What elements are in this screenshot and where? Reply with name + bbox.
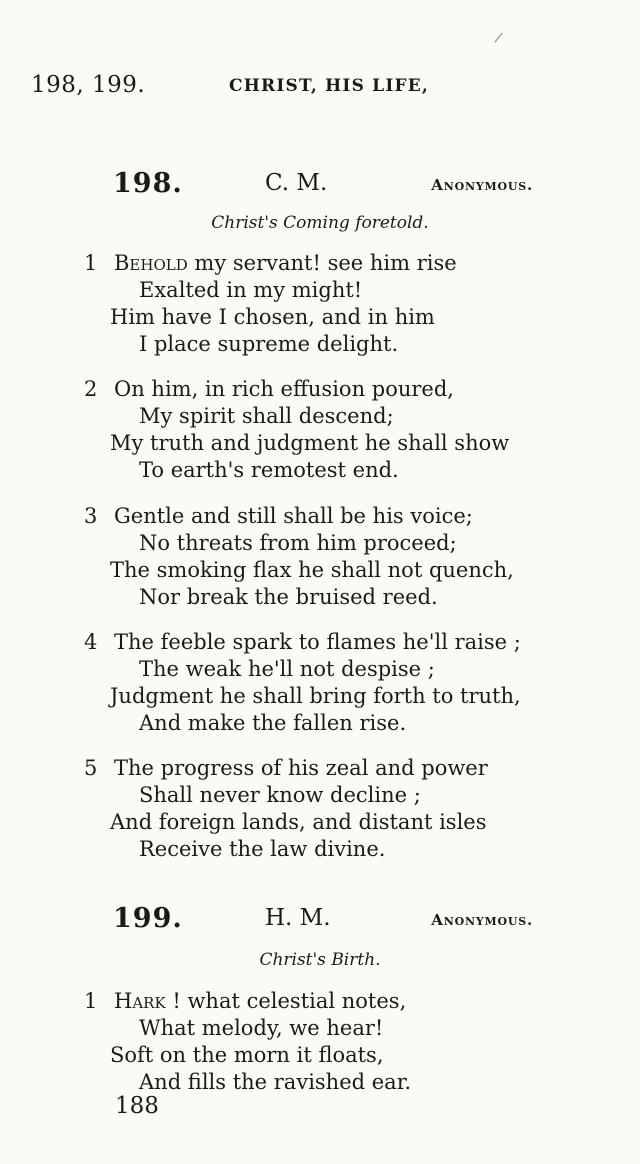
stanza-line: What melody, we hear! [139,1016,384,1040]
running-head-numbers: 198, 199. [31,72,146,98]
hymn-198-stanza-3 [84,503,554,611]
running-head-title: CHRIST, HIS LIFE, [229,76,430,96]
stanza-line: No threats from him proceed; [139,531,457,555]
stanza-line: To earth's remotest end. [139,458,399,482]
hymn-199-subtitle: Christ's Birth. [259,950,381,970]
stanza-line: On him, in rich effusion poured, [114,377,454,401]
running-head [31,72,610,100]
stanza-line: Exalted in my might! [139,278,363,302]
stanza-number: 1 [84,251,98,275]
stanza-line: I place supreme delight. [139,332,399,356]
stanza-line: Shall never know decline ; [139,783,421,807]
stanza-line: And make the fallen rise. [139,711,407,735]
hymn-meter: C. M. [265,170,328,196]
stanza-line: Gentle and still shall be his voice; [114,504,473,528]
hymn-199-header [113,903,533,935]
hymn-198-stanza-4 [84,629,554,737]
hymn-199-stanza-1 [84,988,554,1096]
stanza-number: 3 [84,504,98,528]
first-word: Hark [114,989,166,1013]
stanza-number: 4 [84,630,98,654]
margin-mark: / [493,29,504,47]
stanza-line: The feeble spark to flames he'll raise ; [114,630,521,654]
stanza-line: Him have I chosen, and in him [110,305,435,329]
stanza-number: 5 [84,756,98,780]
stanza-line: The progress of his zeal and power [114,756,488,780]
stanza-number: 2 [84,377,98,401]
first-word: Behold [114,251,188,275]
stanza-line: And fills the ravished ear. [139,1070,412,1094]
hymn-author: Anonymous. [431,176,533,194]
stanza-number: 1 [84,989,98,1013]
stanza-line: Hark ! what celestial notes, [114,989,407,1013]
stanza-line: My spirit shall descend; [139,404,394,428]
hymn-meter: H. M. [265,905,331,931]
stanza-line: Receive the law divine. [139,837,386,861]
stanza-line: Soft on the morn it floats, [110,1043,384,1067]
stanza-line: And foreign lands, and distant isles [110,810,487,834]
stanza-line: The weak he'll not despise ; [139,657,435,681]
stanza-line: Judgment he shall bring forth to truth, [110,684,521,708]
stanza-line: The smoking flax he shall not quench, [110,558,514,582]
hymn-198-header [113,168,533,200]
stanza-line: Nor break the bruised reed. [139,585,438,609]
hymn-198-stanza-2 [84,376,554,484]
hymn-198-stanza-5 [84,755,554,863]
hymn-author: Anonymous. [431,911,533,929]
stanza-line: My truth and judgment he shall show [110,431,510,455]
page-number: 188 [115,1093,159,1119]
stanza-line: Behold my servant! see him rise [114,251,457,275]
hymn-198-subtitle: Christ's Coming foretold. [211,213,429,233]
hymn-number: 198. [113,168,183,199]
hymn-number: 199. [113,903,183,934]
hymn-198-stanza-1 [84,250,554,358]
